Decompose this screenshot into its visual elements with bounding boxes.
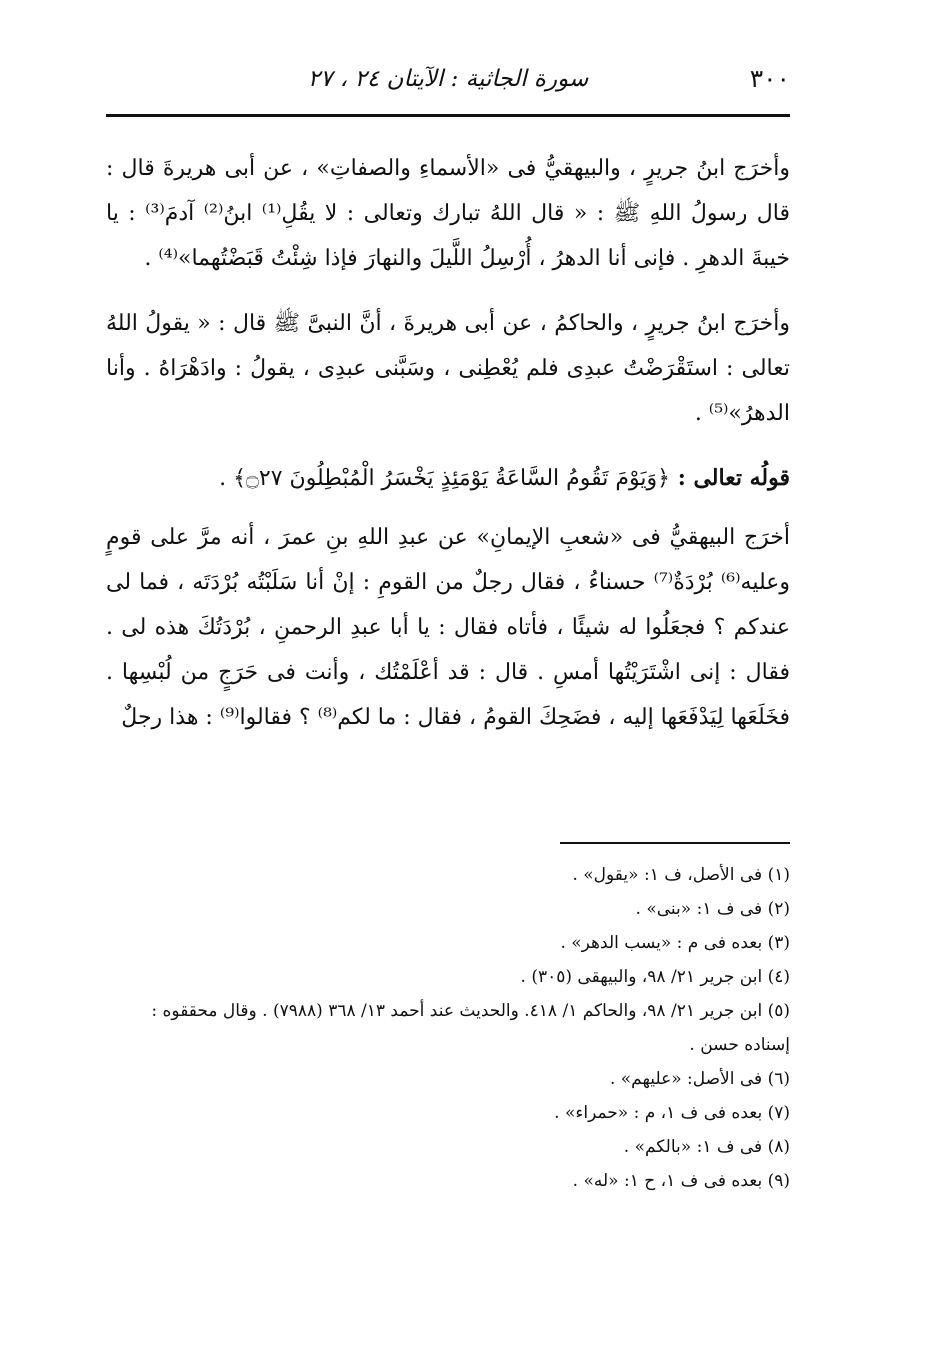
paragraph: وأخرَج ابنُ جريرٍ ، والحاكمُ ، عن أبى هريرةَ ، أنَّ النبىَّ ﷺ قال : « يقولُ اللهُ تعالى : استَقْرَضْتُ عبدِى فلم يُعْطِنى ، وسَبَّنى عبدِى ، يقولُ : وادَهْرَاهُ . وأنا الدهرُ»⁽⁵⁾ . — [106, 311, 790, 426]
verse-heading — [106, 456, 790, 501]
main-text — [106, 146, 790, 740]
quran-verse: ﴿وَيَوْمَ تَقُومُ السَّاعَةُ يَوْمَئِذٍ يَخْسَرُ الْمُبْطِلُونَ ۝٢٧﴾ . — [219, 466, 671, 491]
footnote: (١) فى الأصل، ف ١: «يقول» . — [572, 865, 790, 885]
footnote: (٩) بعده فى ف ١، ح ١: «له» . — [572, 1171, 790, 1191]
page-number: ٣٠٠ — [749, 64, 790, 93]
paragraph: أخرَج البيهقيُّ فى «شعبِ الإيمانِ» عن عبدِ اللهِ بنِ عمرَ ، أنه مرَّ على قومٍ وعليه⁽⁶⁾ بُرْدَةٌ⁽⁷⁾ حسناءُ ، فقال رجلٌ من القومِ : إنْ أنا سَلَبْتُه بُرْدَتَه ، فما لى عندكم ؟ فجعَلُوا له شيئًا ، فأتاه فقال : يا أبا عبدِ الرحمنِ ، بُرْدَتُكَ هذه لى . فقال : إنى اشْتَرَيْتُها أمسِ . قال : قد أعْلَمْتُك ، وأنت فى حَرَجٍ من لُبْسِها . فخَلَعَها لِيَدْفَعَها إليه ، فضَحِكَ القومُ ، فقال : ما لكم⁽⁸⁾ ؟ فقالوا⁽⁹⁾ : هذا رجلٌ — [106, 525, 790, 730]
paragraph: وأخرَج ابنُ جريرٍ ، والبيهقيُّ فى «الأسماءِ والصفاتِ» ، عن أبى هريرةَ قال : قال رسولُ اللهِ ﷺ : « قال اللهُ تبارك وتعالى : لا يقُلِ⁽¹⁾ ابنُ⁽²⁾ آدمَ⁽³⁾ : يا خيبةَ الدهرِ . فإنى أنا الدهرُ ، أُرْسِلُ اللَّيلَ والنهارَ فإذا شِئْتُ قَبَضْتُهما»⁽⁴⁾ . — [106, 156, 790, 271]
footnote: (٧) بعده فى ف ١، م : «حمراء» . — [554, 1103, 790, 1123]
running-title: سورة الجاثية : الآيتان ٢٤ ، ٢٧ — [307, 66, 589, 92]
footnote-rule — [560, 842, 790, 844]
footnote: (٨) فى ف ١: «بالكم» . — [623, 1137, 790, 1157]
footnotes — [106, 858, 790, 1198]
footnote: (٢) فى ف ١: «بنى» . — [635, 899, 790, 919]
verse-lead: قولُه تعالى : — [677, 465, 790, 491]
footnote: (٥) ابن جرير ٢١/ ٩٨، والحاكم ١/ ٤١٨. والحديث عند أحمد ١٣/ ٣٦٨ (٧٩٨٨) . وقال محققوه : إسناده حسن . — [151, 1001, 790, 1055]
page-header — [106, 62, 790, 102]
header-rule — [106, 114, 790, 117]
footnote: (٤) ابن جرير ٢١/ ٩٨، والبيهقى (٣٠٥) . — [520, 967, 790, 987]
footnote: (٣) بعده فى م : «يسب الدهر» . — [560, 933, 790, 953]
footnote: (٦) فى الأصل: «عليهم» . — [609, 1069, 790, 1089]
